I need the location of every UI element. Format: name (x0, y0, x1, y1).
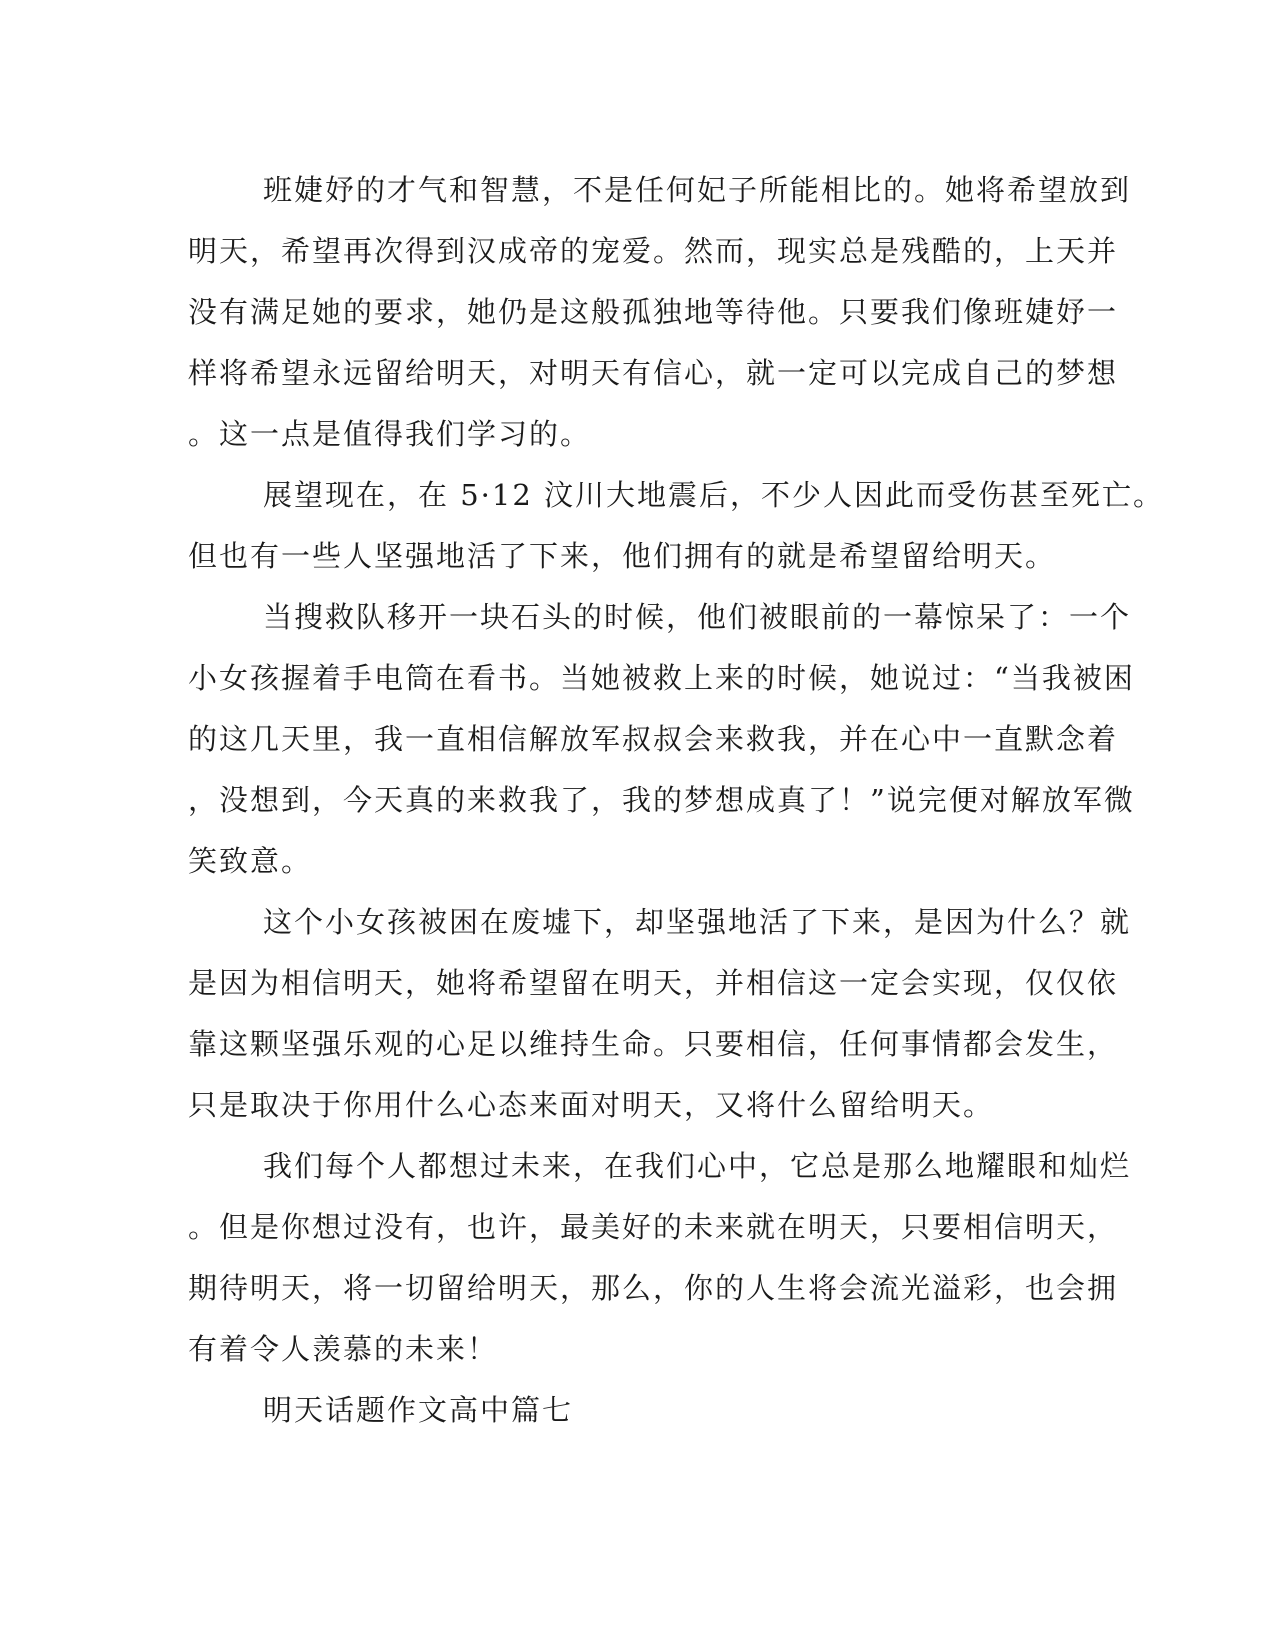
paragraph-line: 期待明天，将一切留给明天，那么，你的人生将会流光溢彩，也会拥 (188, 1271, 1119, 1305)
paragraph-line: 明天，希望再次得到汉成帝的宠爱。然而，现实总是残酷的，上天并 (188, 234, 1119, 268)
document-body (188, 160, 1165, 1441)
paragraph-line: 班婕妤的才气和智慧，不是任何妃子所能相比的。她将希望放到 (263, 173, 1132, 207)
paragraph-line: 的这几天里，我一直相信解放军叔叔会来救我，并在心中一直默念着 (188, 722, 1119, 756)
paragraph-line: 。这一点是值得我们学习的。 (188, 417, 592, 451)
paragraph-line: 靠这颗坚强乐观的心足以维持生命。只要相信，任何事情都会发生， (188, 1027, 1119, 1061)
paragraph-line: 样将希望永远留给明天，对明天有信心，就一定可以完成自己的梦想 (188, 356, 1119, 390)
paragraph-line: 笑致意。 (188, 844, 313, 878)
paragraph-line: 有着令人羡慕的未来！ (188, 1332, 499, 1366)
paragraph-line: 是因为相信明天，她将希望留在明天，并相信这一定会实现，仅仅依 (188, 966, 1119, 1000)
paragraph-line: 展望现在，在 5·12 汶川大地震后，不少人因此而受伤甚至死亡。 (263, 478, 1165, 512)
paragraph-line: 小女孩握着手电筒在看书。当她被救上来的时候，她说过：“当我被困 (188, 661, 1135, 695)
paragraph-line: 。但是你想过没有，也许，最美好的未来就在明天，只要相信明天， (188, 1210, 1119, 1244)
paragraph-line: 这个小女孩被困在废墟下，却坚强地活了下来，是因为什么？就 (263, 905, 1132, 939)
section-heading: 明天话题作文高中篇七 (263, 1393, 574, 1427)
paragraph-line: 当搜救队移开一块石头的时候，他们被眼前的一幕惊呆了：一个 (263, 600, 1132, 634)
paragraph-line: 没有满足她的要求，她仍是这般孤独地等待他。只要我们像班婕妤一 (188, 295, 1119, 329)
paragraph-line: 但也有一些人坚强地活了下来，他们拥有的就是希望留给明天。 (188, 539, 1057, 573)
paragraph-line: 我们每个人都想过未来，在我们心中，它总是那么地耀眼和灿烂 (263, 1149, 1132, 1183)
paragraph-line: 只是取决于你用什么心态来面对明天，又将什么留给明天。 (188, 1088, 995, 1122)
paragraph-line: ，没想到，今天真的来救我了，我的梦想成真了！”说完便对解放军微 (188, 783, 1135, 817)
